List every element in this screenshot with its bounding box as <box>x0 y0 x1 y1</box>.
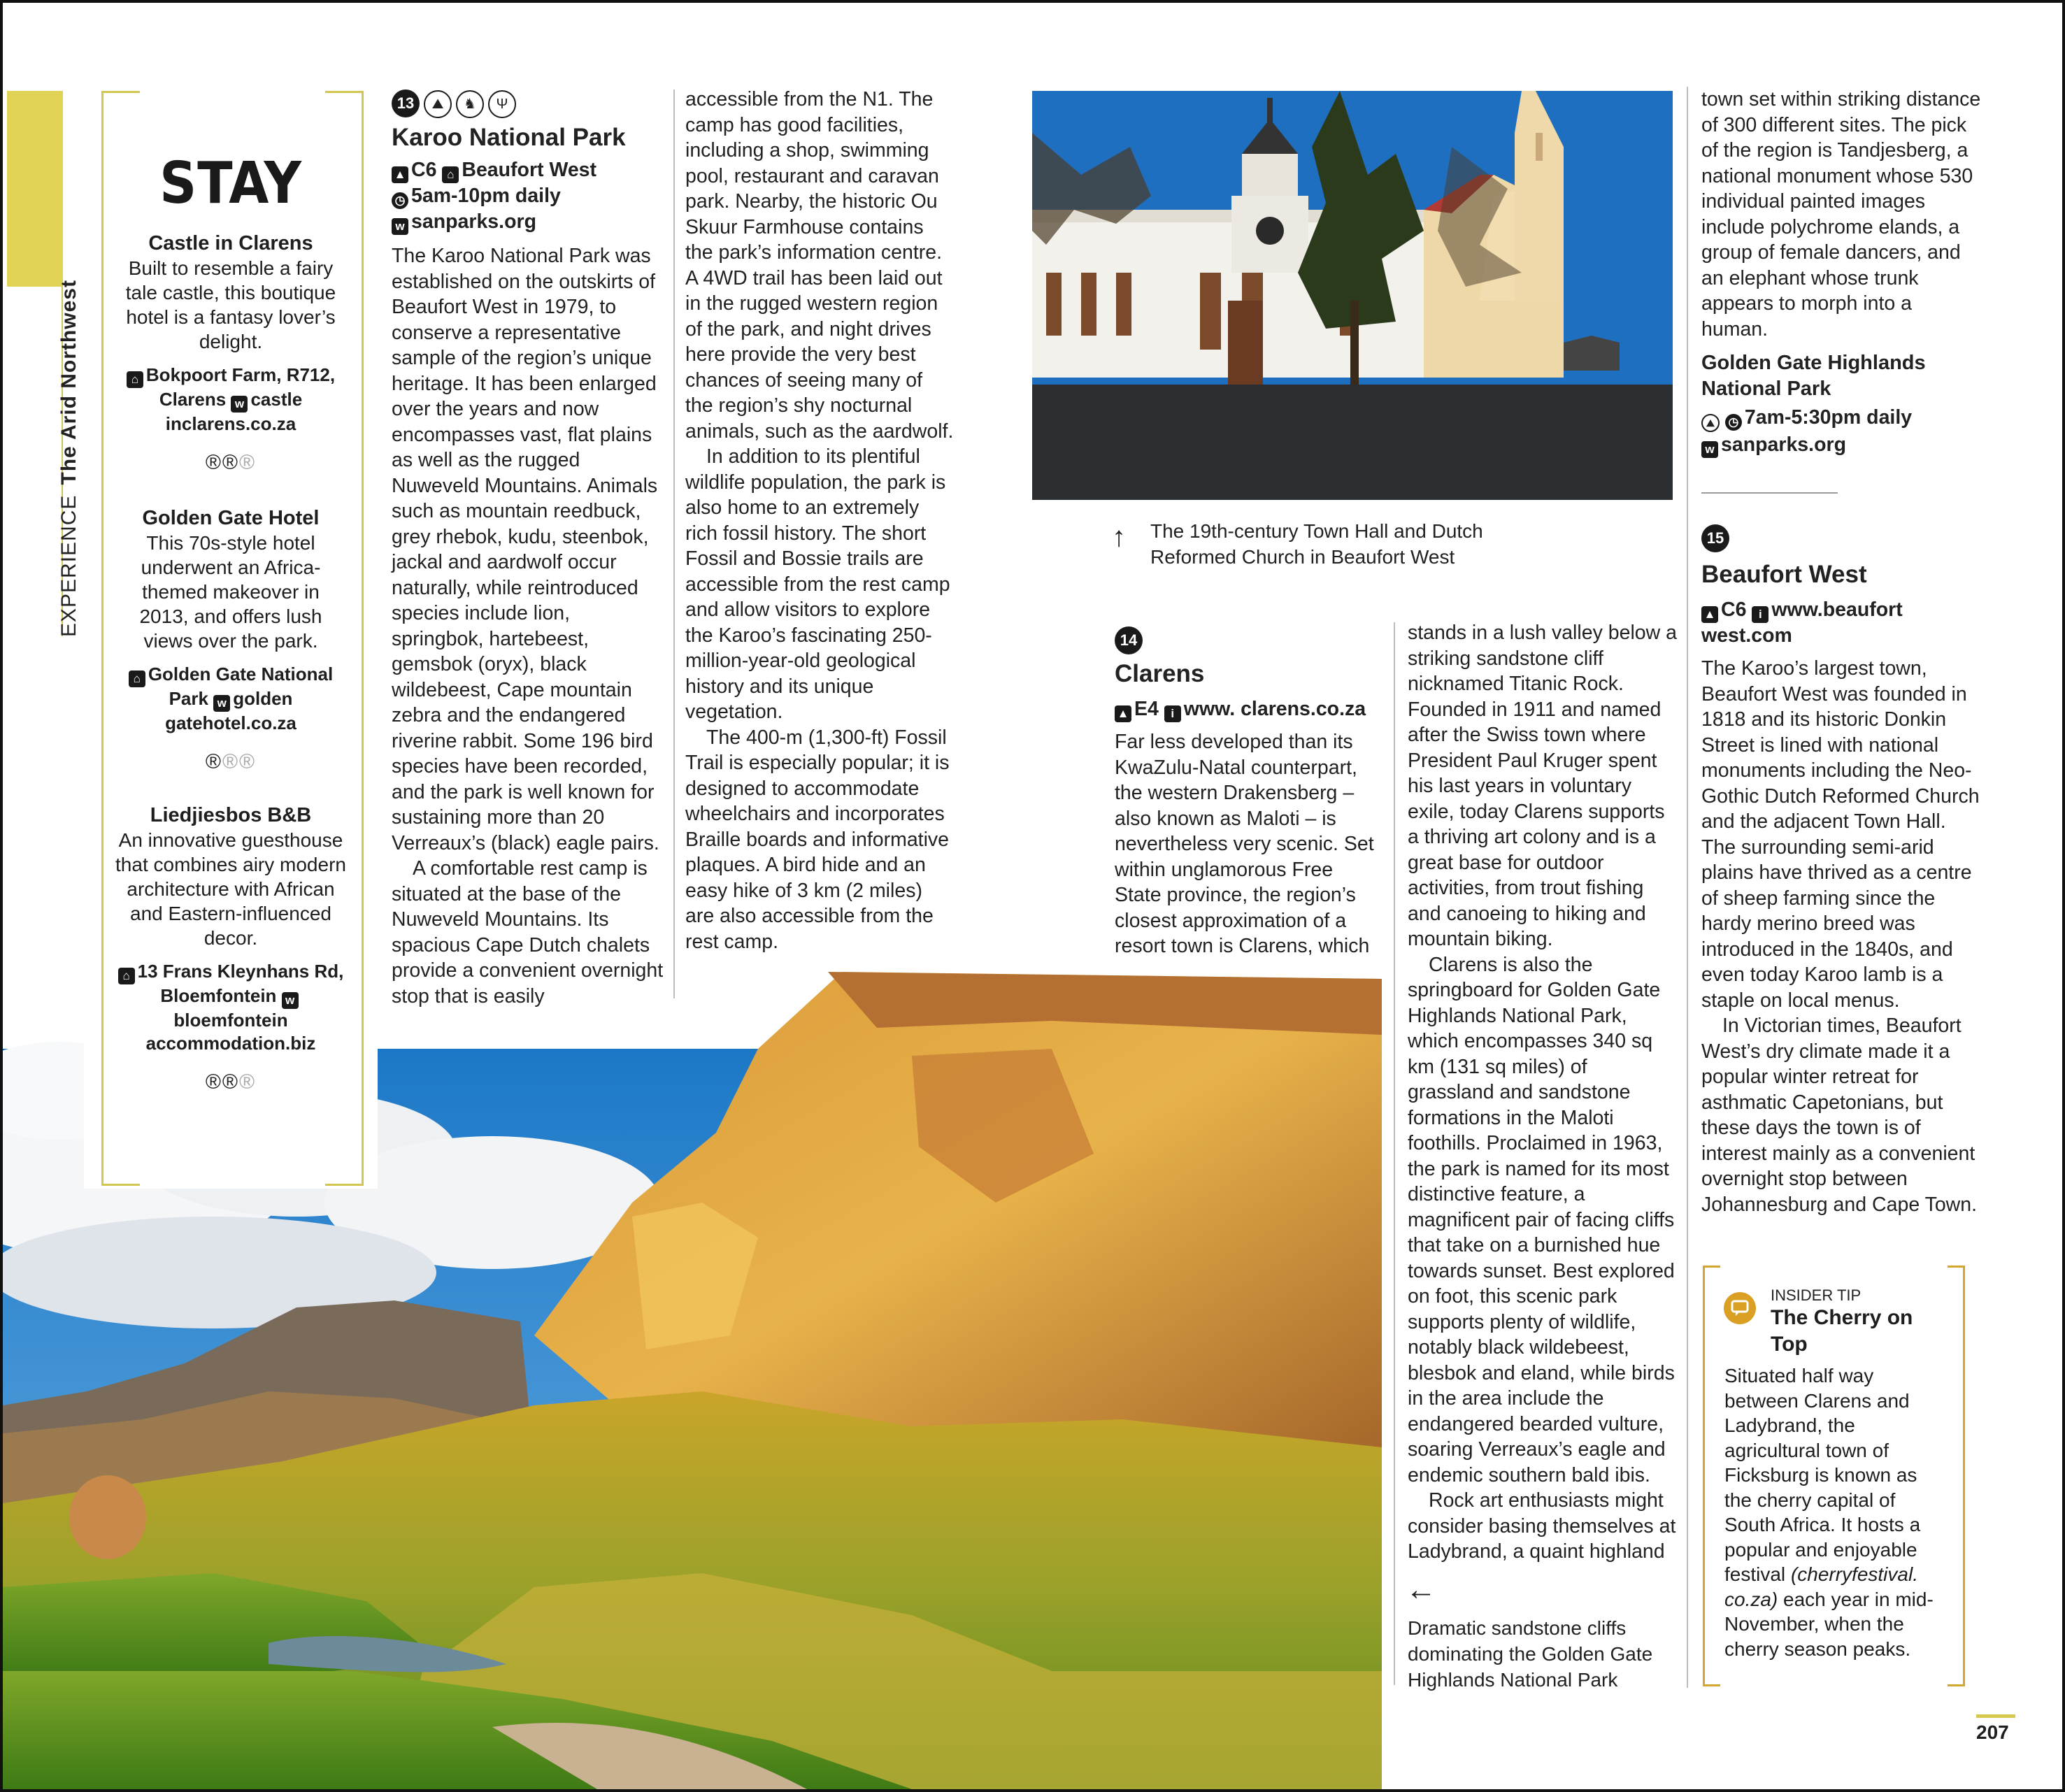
body-paragraph: stands in a lush valley below a striking sandstone cliff nicknamed Titanic Rock. Founded in 1911 and named after the Swiss town where President Paul Kruger spent his last years in voluntary exile, today Clarens supports a thriving art colony and is a great base for outdoor activities, from trout fishing and canoeing to hiking and mountain biking. <box>1408 622 1677 950</box>
town-hall-caption: The 19th-century Town Hall and Dutch Reformed Church in Beaufort West <box>1150 520 1483 568</box>
stay-entry-liedjiesbos <box>115 803 346 1094</box>
web-icon: w <box>282 992 299 1009</box>
clarens-column-2 <box>1408 620 1677 1565</box>
section-divider <box>1701 492 1838 494</box>
price-rating: ®®® <box>205 451 257 474</box>
web-icon: w <box>1701 441 1718 458</box>
beaufort-column <box>1701 524 1981 1217</box>
map-icon: ▲ <box>1115 705 1131 722</box>
arrow-left-icon: ← <box>1406 1572 1436 1607</box>
address-icon: ⌂ <box>129 671 145 687</box>
column-rule <box>1687 87 1688 1688</box>
body-paragraph: Far less developed than its KwaZulu-Natal counterpart, the western Drakensberg – also known as Maloti – is nevertheless very scenic. Set within unglamorous Free State province, the region’s closest approximation of a resort town is Clarens, which <box>1115 731 1374 957</box>
walking-icon: ⛰ <box>1701 414 1720 432</box>
clarens-web-link[interactable]: www. clarens.co.za <box>1183 698 1366 720</box>
info-icon: i <box>1752 606 1769 623</box>
info-icon: i <box>1164 705 1181 722</box>
clarens-info: ▲ E4 i www. clarens.co.za <box>1115 696 1384 722</box>
clock-icon: ◷ <box>1725 414 1742 431</box>
stay-entry-golden-gate-hotel <box>115 506 346 774</box>
tip-bracket-left <box>1703 1266 1720 1686</box>
stay-entry-desc: An innovative guesthouse that combines airy modern architecture with African and Eastern-influenced decor. <box>115 829 346 949</box>
page-number-rule <box>1976 1714 2015 1718</box>
entry-number: 13 <box>392 89 420 117</box>
body-paragraph: The 400-m (1,300-ft) Fossil Trail is especially popular; it is designed to accommodate wheelchairs and incorporates Braille boards and informative plaques. A bird hide and an easy hike of 3 km (2 miles) are also accessible from the rest camp. <box>685 726 950 953</box>
body-paragraph: The Karoo’s largest town, Beaufort West was founded in 1818 and its historic Donkin Street is lined with national monuments including the Neo-Gothic Dutch Reformed Church and the adjacent Town Hall. The surrounding semi-arid plains have thrived as a centre of sheep farming since the hardy merino breed was introduced in the 1840s, and even today Karoo lamb is a staple on local menus. <box>1701 657 1980 1012</box>
stay-entry-name: Castle in Clarens <box>148 232 313 255</box>
section-color-tab <box>7 91 63 287</box>
body-paragraph: In Victorian times, Beaufort West’s dry climate made it a popular winter retreat for asthmatic Capetonians, but these days the town is of interest mainly as a convenient overnight stop between Johannesburg and Cape Town. <box>1701 1015 1978 1216</box>
restaurant-icon: Ψ <box>488 90 516 118</box>
stay-entry-address: ⌂ Golden Gate National Park w golden gatehotel.co.za <box>115 663 346 735</box>
stay-entry-web[interactable]: bloemfontein accommodation.biz <box>145 1010 316 1054</box>
map-icon: ▲ <box>1701 606 1718 623</box>
clarens-title: Clarens <box>1115 660 1205 687</box>
stay-entry-name: Liedjiesbos B&B <box>150 804 312 826</box>
karoo-icons <box>392 89 664 118</box>
body-paragraph: In addition to its plentiful wildlife population, the park is also home to an extremely rich fossil history. The short Fossil and Bossie trails are accessible from the rest camp and allow visitors to explore the Karoo’s fascinating 250-million-year-old geological history and its unique vegetation. <box>685 445 950 723</box>
region-name: The Arid Northwest <box>57 280 80 485</box>
price-rating: ®®® <box>205 750 257 773</box>
address-icon: ⌂ <box>127 371 143 388</box>
beaufort-web-link[interactable]: www.beaufort west.com <box>1701 598 1903 647</box>
stay-heading: STAY <box>159 150 302 217</box>
clarens-column-1 <box>1115 626 1384 959</box>
address-icon: ⌂ <box>442 166 459 183</box>
entry-number: 15 <box>1701 524 1729 552</box>
stay-entry-web[interactable]: golden gatehotel.co.za <box>165 688 296 733</box>
karoo-title: Karoo National Park <box>392 124 626 151</box>
karoo-info: ▲ C6 ⌂ Beaufort West ◷ 5am-10pm daily w sanparks.org <box>392 157 664 235</box>
body-paragraph: A comfortable rest camp is situated at the base of the Nuweveld Mountains. Its spacious Cape Dutch chalets provide a convenient overnight stop that is easily <box>392 857 664 1008</box>
karoo-column-2 <box>685 87 955 954</box>
web-icon: w <box>392 218 408 235</box>
stay-entry-name: Golden Gate Hotel <box>142 507 320 529</box>
section-label <box>57 280 81 637</box>
body-paragraph: Clarens is also the springboard for Golden Gate Highlands National Park, which encompasses 340 sq km (131 sq miles) of grassland and sandstone formations in the Maloti foothills. Proclaimed in 1963, the park is named for its most distinctive feature, a magnificent pair of facing cliffs that take on a burnished hue towards sunset. Best explored on foot, this scenic park supports plenty of wildlife, notably black wildebeest, blesbok and eland, while birds in the area include the endangered bearded vulture, soaring Verreaux’s eagle and endemic southern bald ibis. <box>1408 953 1675 1486</box>
body-paragraph: accessible from the N1. The camp has good facilities, including a shop, swimming pool, restaurant and caravan park. Nearby, the historic Ou Skuur Farmhouse contains the park’s information centre. A 4WD trail has been laid out in the rugged western region of the park, and night drives here provide the very best chances of seeing many of the region’s shy nocturnal animals, such as the aardwolf. <box>685 88 954 443</box>
column-rule <box>1394 622 1395 1685</box>
body-paragraph: town set within striking distance of 300 different sites. The pick of the region is Tandjesberg, a national monument whose 530 individual painted images include polychrome elands, a group of female dancers, and an elephant whose trunk appears to morph into a human. <box>1701 88 1981 341</box>
walking-icon: ⛰ <box>424 90 452 118</box>
golden-gate-park-info: ⛰ ◷ 7am-5:30pm daily w sanparks.org <box>1701 405 1981 458</box>
golden-gate-park-title: Golden Gate Highlands National Park <box>1701 352 1926 400</box>
column-rule <box>673 89 675 998</box>
body-paragraph: Rock art enthusiasts might consider basing themselves at Ladybrand, a quaint highland <box>1408 1489 1676 1563</box>
cliffs-caption: Dramatic sandstone cliffs dominating the Golden Gate Highlands National Park <box>1408 1617 1653 1691</box>
stay-entry-desc: Built to resemble a fairy tale castle, this boutique hotel is a fantasy lover’s delight. <box>125 257 336 352</box>
tip-web[interactable]: (cherryfestival. co.za) <box>1724 1563 1918 1610</box>
wildlife-icon: ♞ <box>456 90 484 118</box>
page-number: 207 <box>1976 1721 2009 1743</box>
stay-entry-web[interactable]: castle inclarens.co.za <box>165 389 303 434</box>
stay-entry-address: ⌂ 13 Frans Kleynhans Rd, Bloemfontein wbloemfontein accommodation.biz <box>115 960 346 1055</box>
beaufort-west-town-hall-photo <box>1032 91 1673 500</box>
stay-entry-castle <box>115 231 346 475</box>
map-icon: ▲ <box>392 166 408 183</box>
golden-gate-web-link[interactable]: sanparks.org <box>1721 433 1846 456</box>
speech-bubble-icon <box>1724 1292 1756 1324</box>
tip-text: Situated half way between Clarens and Ladybrand, the agricultural town of Ficksburg is known as the cherry capital of South Africa. It hosts a popular and enjoyable festival (cherryfestival. co.za) each year in mid-November, when the cherry season peaks. <box>1724 1365 1934 1660</box>
web-icon: w <box>231 396 248 413</box>
tip-bracket-right <box>1948 1266 1965 1686</box>
stay-entry-address: ⌂ Bokpoort Farm, R712, Clarens w castle inclarens.co.za <box>115 364 346 436</box>
tip-title: The Cherry on Top <box>1771 1306 1913 1356</box>
beaufort-title: Beaufort West <box>1701 561 1867 588</box>
beaufort-info: ▲ C6 i www.beaufort west.com <box>1701 598 1903 647</box>
arrow-up-icon: ↑ <box>1112 522 1126 552</box>
web-icon: w <box>213 695 230 712</box>
karoo-column-1 <box>392 89 664 1009</box>
body-paragraph: The Karoo National Park was established on the outskirts of Beaufort West in 1979, to conserve a representative sample of the region’s unique heritage. It has been enlarged over the years and now encompasses vast, flat plains as well as the rugged Nuweveld Mountains. Animals such as mountain reedbuck, grey rhebok, kudu, steenbok, jackal and aardwolf occur naturally, while reintroduced species include lion, springbok, hartebeest, gemsbok (oryx), black wildebeest, Cape mountain zebra and the endangered riverine rabbit. Some 196 bird species have been recorded, and the park is well known for sustaining more than 20 Verreaux’s (black) eagle pairs. <box>392 245 659 854</box>
price-rating: ®®® <box>205 1070 257 1094</box>
stay-entry-desc: This 70s-style hotel underwent an Africa-themed makeover in 2013, and offers lush views over the park. <box>139 532 322 652</box>
right-column <box>1701 87 1981 458</box>
karoo-web-link[interactable]: sanparks.org <box>411 210 536 233</box>
address-icon: ⌂ <box>118 968 135 984</box>
clock-icon: ◷ <box>392 192 408 209</box>
section-name: EXPERIENCE <box>57 494 80 637</box>
entry-number: 14 <box>1115 626 1143 654</box>
tip-label: INSIDER TIP <box>1771 1286 1862 1304</box>
